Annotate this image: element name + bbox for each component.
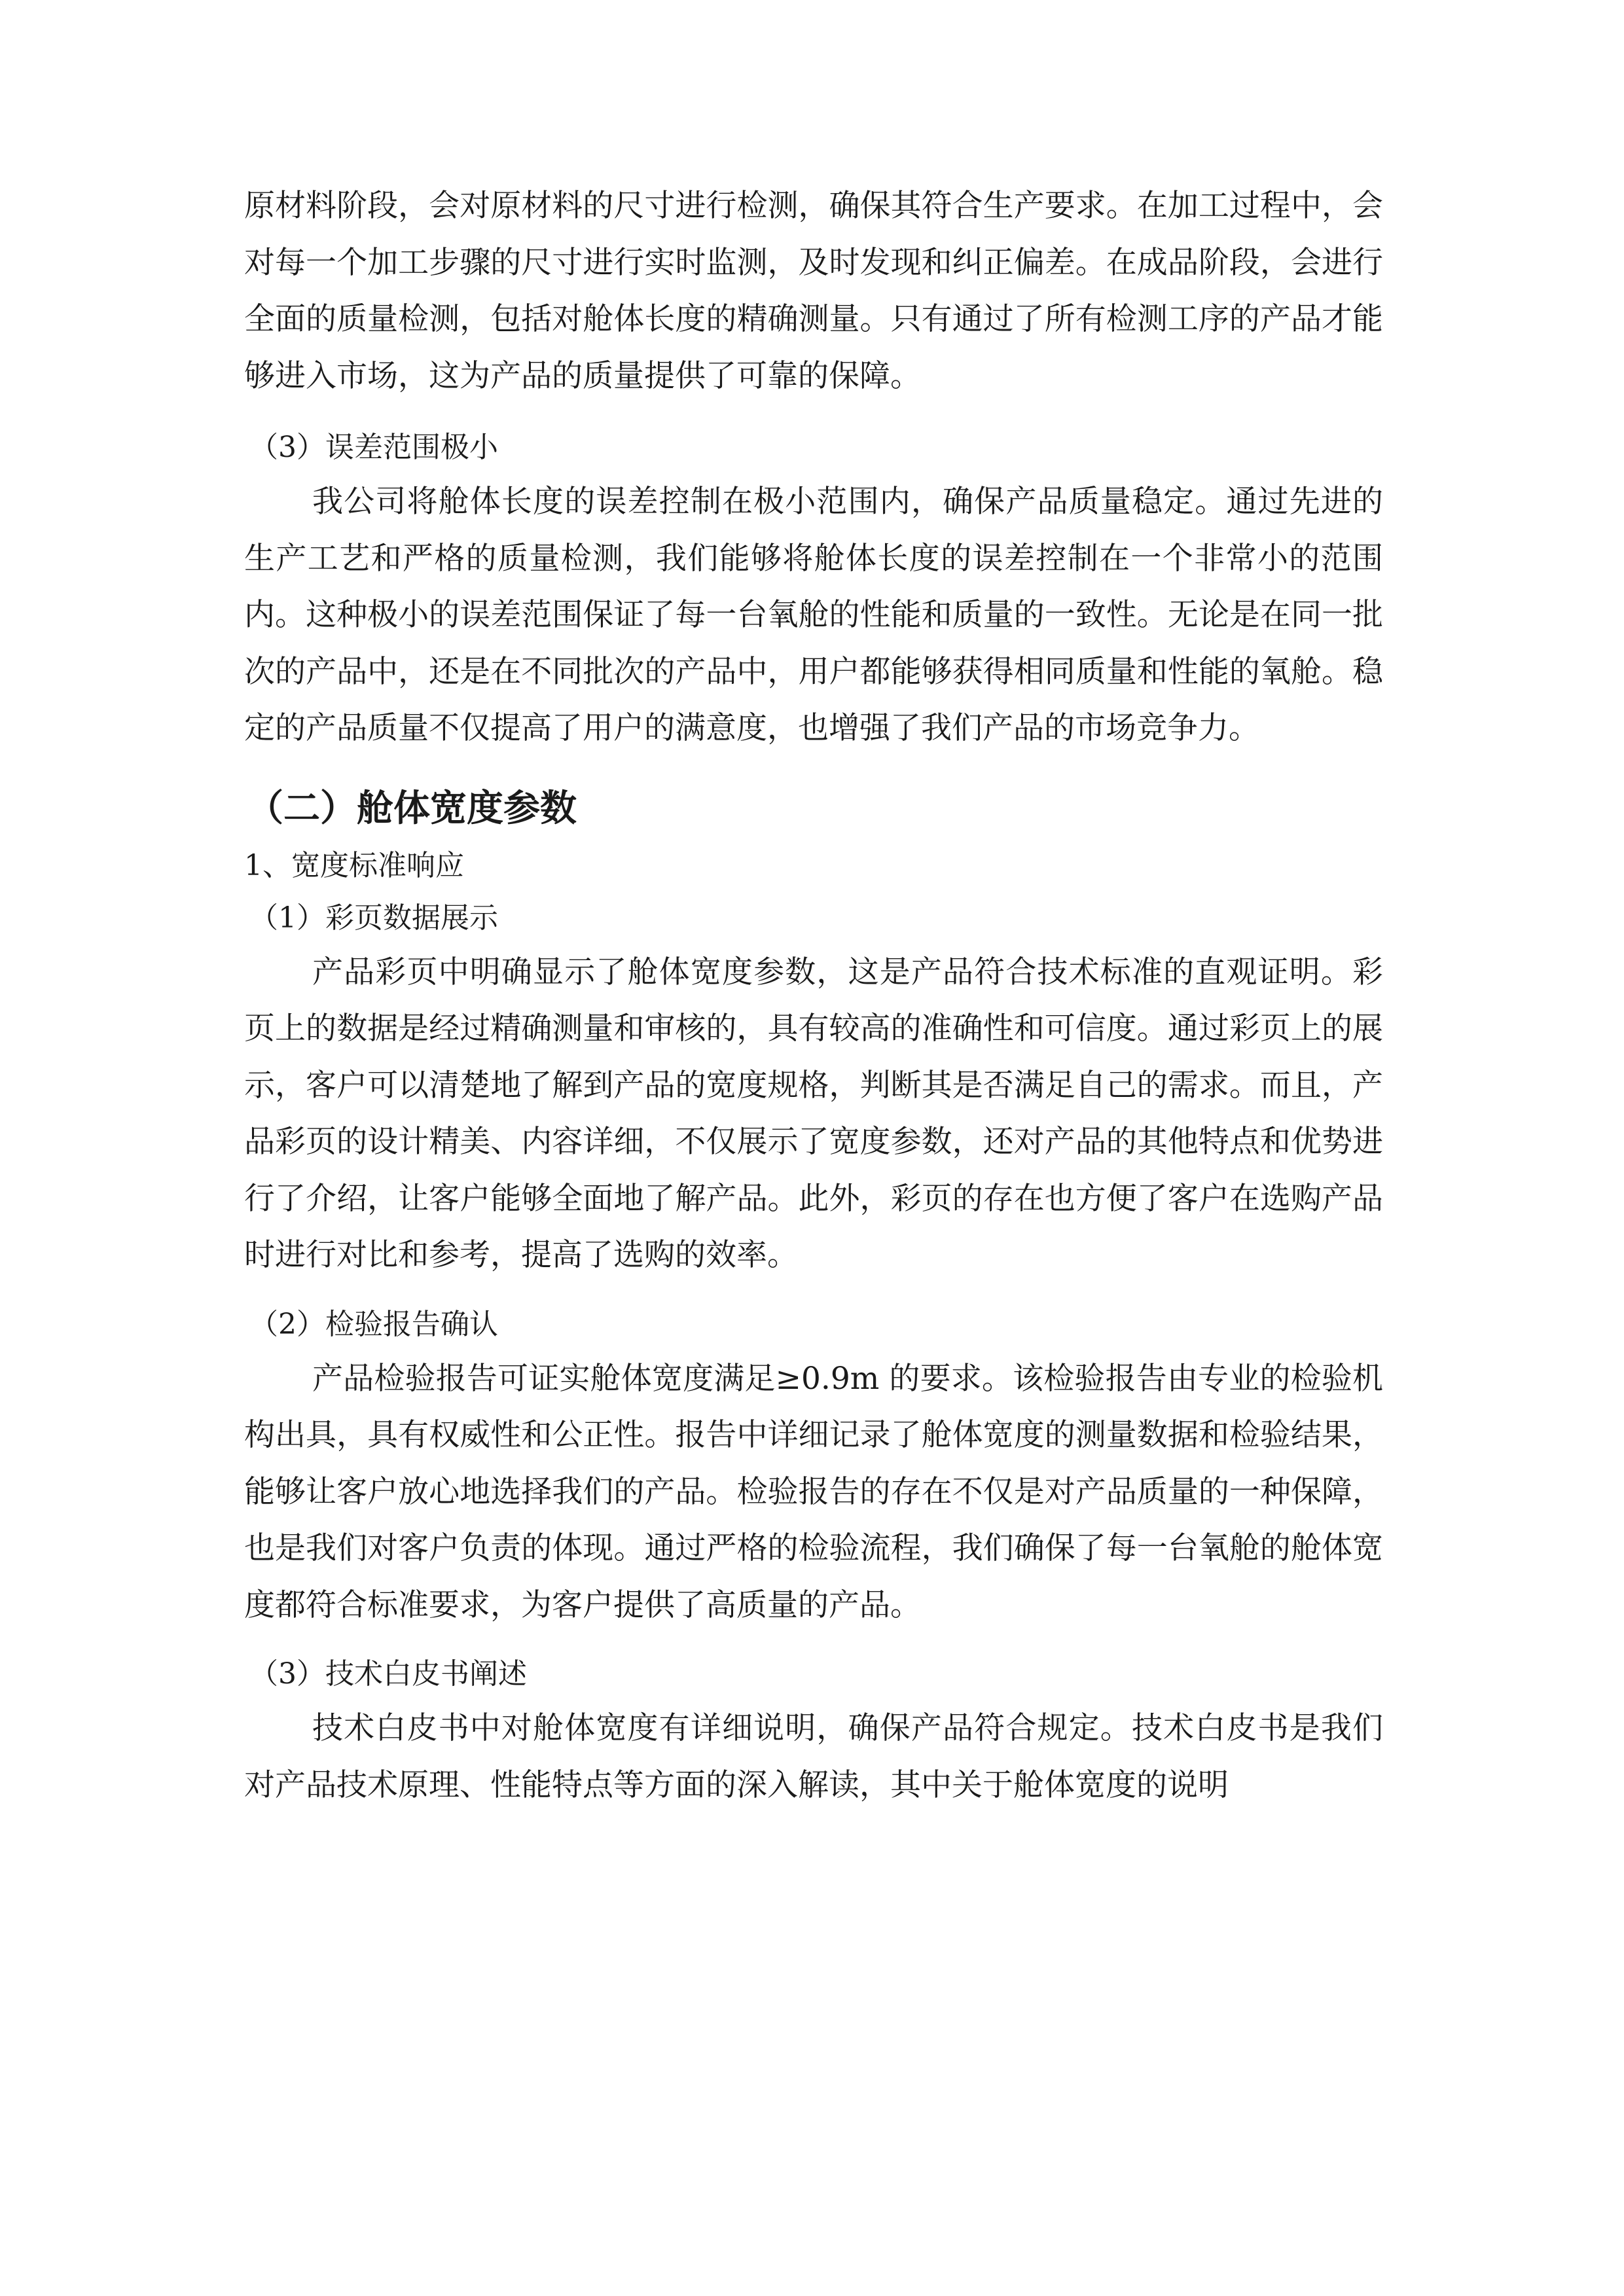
subheading-whitepaper: （3）技术白皮书阐述	[249, 1657, 527, 1691]
paragraph-error-range: 我公司将舱体长度的误差控制在极小范围内，确保产品质量稳定。通过先进的生产工艺和严格的质量检测，我们能够将舱体长度的误差控制在一个非常小的范围内。这种极小的误差范围保证了每一台氧舱的性能和质量的一致性。无论是在同一批次的产品中，还是在不同批次的产品中，用户都能够获得相同质量和性能的氧舱。稳定的产品质量不仅提高了用户的满意度，也增强了我们产品的市场竞争力。	[244, 484, 1383, 746]
document-body	[244, 178, 1383, 1814]
paragraph-whitepaper: 技术白皮书中对舱体宽度有详细说明，确保产品符合规定。技术白皮书是我们对产品技术原理、性能特点等方面的深入解读，其中关于舱体宽度的说明	[244, 1710, 1383, 1803]
subheading-brochure-data: （1）彩页数据展示	[249, 901, 498, 935]
subsection-heading-width-standard: 1、宽度标准响应	[244, 848, 464, 882]
paragraph-brochure: 产品彩页中明确显示了舱体宽度参数，这是产品符合技术标准的直观证明。彩页上的数据是经过精确测量和审核的，具有较高的准确性和可信度。通过彩页上的展示，客户可以清楚地了解到产品的宽度规格，判断其是否满足自己的需求。而且，产品彩页的设计精美、内容详细，不仅展示了宽度参数，还对产品的其他特点和优势进行了介绍，让客户能够全面地了解产品。此外，彩页的存在也方便了客户在选购产品时进行对比和参考，提高了选购的效率。	[244, 954, 1383, 1273]
paragraph-continuation: 原材料阶段，会对原材料的尺寸进行检测，确保其符合生产要求。在加工过程中，会对每一个加工步骤的尺寸进行实时监测，及时发现和纠正偏差。在成品阶段，会进行全面的质量检测，包括对舱体长度的精确测量。只有通过了所有检测工序的产品才能够进入市场，这为产品的质量提供了可靠的保障。	[244, 188, 1383, 394]
paragraph-inspection-report: 产品检验报告可证实舱体宽度满足≥0.9m 的要求。该检验报告由专业的检验机构出具，具有权威性和公正性。报告中详细记录了舱体宽度的测量数据和检验结果，能够让客户放心地选择我们的产品。检验报告的存在不仅是对产品质量的一种保障，也是我们对客户负责的体现。通过严格的检验流程，我们确保了每一台氧舱的舱体宽度都符合标准要求，为客户提供了高质量的产品。	[244, 1360, 1383, 1623]
subheading-inspection-report: （2）检验报告确认	[249, 1307, 498, 1341]
section-heading-width-params: （二）舱体宽度参数	[247, 786, 577, 830]
subheading-error-range: （3）误差范围极小	[249, 431, 498, 464]
